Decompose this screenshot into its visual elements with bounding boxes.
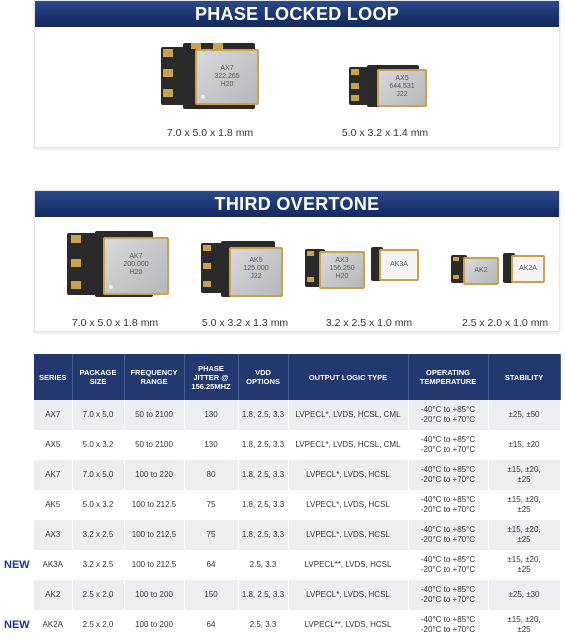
overtone-banner: THIRD OVERTONE: [35, 191, 559, 219]
table-cell: 100 to 212.5: [124, 490, 184, 520]
table-row: [34, 580, 560, 610]
table-row: [34, 460, 560, 490]
new-badge: NEW: [4, 619, 30, 631]
table-cell: AX5: [34, 430, 72, 460]
table-cell: 150: [184, 580, 238, 610]
table-row: [34, 430, 560, 460]
table-cell: 1.8, 2.5, 3.3: [238, 580, 288, 610]
table-cell: 130: [184, 430, 238, 460]
table-cell: AX7: [34, 400, 72, 430]
table-cell: ±15, ±20, ±25: [488, 490, 560, 520]
pll-chip-ax7-line2: 322.265: [214, 73, 240, 80]
table-cell: 80: [184, 460, 238, 490]
new-badge: NEW: [4, 559, 30, 571]
overtone-chip-ax3: [305, 247, 425, 293]
table-cell: 50 to 2100: [124, 430, 184, 460]
table-cell: AK5: [34, 490, 72, 520]
table-cell: 1.8, 2.5, 3.3: [238, 400, 288, 430]
table-cell: 2.5, 3.3: [238, 610, 288, 640]
table-cell: 1.8, 2.5, 3.3: [238, 460, 288, 490]
table-cell: -40°C to +85°C -20°C to +70°C: [408, 490, 488, 520]
table-cell: 100 to 200: [124, 580, 184, 610]
table-cell: LVPECL*, LVDS, HCSL, CML: [288, 430, 408, 460]
table-cell: ±15, ±20, ±25: [488, 520, 560, 550]
table-cell: 2.5 x 2.0: [72, 580, 124, 610]
table-cell: 1.8, 2.5, 3.3: [238, 490, 288, 520]
spec-table: [34, 354, 561, 640]
table-cell: 2.5 x 2.0: [72, 610, 124, 640]
table-cell: 5.0 x 3.2: [72, 490, 124, 520]
overtone-chip-ak5-size: 5.0 x 3.2 x 1.3 mm: [201, 317, 289, 329]
table-cell: AX3: [34, 520, 72, 550]
table-cell: -40°C to +85°C -20°C to +70°C: [408, 400, 488, 430]
table-cell: AK7: [34, 460, 72, 490]
table-row: [34, 550, 560, 580]
table-cell: 5.0 x 3.2: [72, 430, 124, 460]
table-cell: 100 to 200: [124, 610, 184, 640]
overtone-chip-ax3-line1: AX3: [335, 257, 349, 264]
table-cell: -40°C to +85°C -20°C to +70°C: [408, 610, 488, 640]
overtone-chip-ak2a-label: AK2A: [519, 265, 537, 272]
overtone-chip-ax3-line2: 156.250: [329, 265, 355, 272]
table-cell: 100 to 220: [124, 460, 184, 490]
table-cell: 1.8, 2.5, 3.3: [238, 430, 288, 460]
table-header-row: [34, 354, 560, 400]
table-cell: 75: [184, 520, 238, 550]
table-cell: -40°C to +85°C -20°C to +70°C: [408, 580, 488, 610]
overtone-chip-ak7: [67, 231, 177, 303]
pll-banner: PHASE LOCKED LOOP: [35, 1, 559, 29]
table-row: [34, 490, 560, 520]
table-cell: 64: [184, 550, 238, 580]
header-stability: STABILITY: [488, 354, 560, 400]
overtone-chip-ak7-line2: 200.000: [123, 261, 149, 268]
overtone-chip-ak7-line1: AK7: [129, 253, 143, 260]
table-cell: ±15, ±20, ±25: [488, 460, 560, 490]
table-cell: 75: [184, 490, 238, 520]
table-cell: LVPECL*, LVDS, HCSL, CML: [288, 400, 408, 430]
overtone-chip-ak5: [201, 241, 291, 301]
overtone-chip-ax3-line3: H20: [335, 273, 349, 280]
table-row: [34, 520, 560, 550]
table-cell: LVPECL*, LVDS, HCSL: [288, 460, 408, 490]
header-phase-jitter: PHASE JITTER @ 156.25MHZ: [184, 354, 238, 400]
overtone-chip-ax3-size: 3.2 x 2.5 x 1.0 mm: [325, 317, 413, 329]
header-series: SERIES: [34, 354, 72, 400]
table-cell: 130: [184, 400, 238, 430]
table-row: [34, 400, 560, 430]
pll-chip-ax7-line3: H20: [220, 81, 234, 88]
table-cell: AK2A: [34, 610, 72, 640]
overtone-chip-ak2-size: 2.5 x 2.0 x 1.0 mm: [461, 317, 549, 329]
table-cell: -40°C to +85°C -20°C to +70°C: [408, 520, 488, 550]
pll-chip-ax5: [349, 65, 439, 113]
table-cell: AK2: [34, 580, 72, 610]
overtone-chip-ak7-line3: H20: [129, 269, 143, 276]
table-cell: 64: [184, 610, 238, 640]
table-cell: -40°C to +85°C -20°C to +70°C: [408, 460, 488, 490]
table-cell: 7.0 x 5.0: [72, 460, 124, 490]
table-cell: 50 to 2100: [124, 400, 184, 430]
table-cell: 2.5, 3.3: [238, 550, 288, 580]
pll-chip-ax5-line1: AX5: [395, 75, 409, 82]
pll-chip-ax5-line2: 644.531: [389, 83, 415, 90]
table-cell: ±25, ±50: [488, 400, 560, 430]
table-cell: ±15, ±20, ±25: [488, 610, 560, 640]
table-cell: LVPECL*, LVDS, HCSL: [288, 580, 408, 610]
overtone-chip-ak2-line1: AK2: [474, 267, 488, 274]
table-cell: 3.2 x 2.5: [72, 550, 124, 580]
overtone-chip-ak7-size: 7.0 x 5.0 x 1.8 mm: [71, 317, 159, 329]
table-cell: AK3A: [34, 550, 72, 580]
overtone-section: [34, 190, 560, 332]
header-package-size: PACKAGE SIZE: [72, 354, 124, 400]
table-cell: 3.2 x 2.5: [72, 520, 124, 550]
header-vdd-options: VDD OPTIONS: [238, 354, 288, 400]
table-row: [34, 610, 560, 640]
table-cell: LVPECL**, LVDS, HCSL: [288, 610, 408, 640]
table-cell: 100 to 212.5: [124, 520, 184, 550]
overtone-chip-ak5-line3: J22: [250, 273, 262, 280]
overtone-chip-ak5-line2: 125.000: [243, 265, 269, 272]
pll-section: [34, 0, 560, 148]
header-operating-temperature: OPERATING TEMPERATURE: [408, 354, 488, 400]
table-cell: 1.8, 2.5, 3.3: [238, 520, 288, 550]
pll-chip-ax7: [161, 43, 271, 113]
table-cell: 100 to 212.5: [124, 550, 184, 580]
table-cell: ±25, ±30: [488, 580, 560, 610]
table-cell: -40°C to +85°C -20°C to +70°C: [408, 550, 488, 580]
table-cell: -40°C to +85°C -20°C to +70°C: [408, 430, 488, 460]
header-frequency-range: FREQUENCY RANGE: [124, 354, 184, 400]
pll-chip-ax5-size: 5.0 x 3.2 x 1.4 mm: [341, 127, 429, 139]
overtone-chip-ak2: [451, 253, 551, 289]
overtone-chip-ak5-line1: AK5: [249, 257, 263, 264]
table-cell: ±15, ±20, ±25: [488, 550, 560, 580]
pll-chip-ax7-size: 7.0 x 5.0 x 1.8 mm: [166, 127, 254, 139]
table-cell: LVPECL**, LVDS, HCSL: [288, 550, 408, 580]
table-cell: ±15, ±20: [488, 430, 560, 460]
pll-chip-ax7-line1: AX7: [220, 65, 234, 72]
overtone-chip-ak3a-label: AK3A: [390, 261, 408, 268]
pll-chip-ax5-line3: J22: [396, 91, 408, 98]
table-cell: 7.0 x 5.0: [72, 400, 124, 430]
header-output-logic-type: OUTPUT LOGIC TYPE: [288, 354, 408, 400]
table-cell: LVPECL*, LVDS, HCSL: [288, 520, 408, 550]
table-cell: LVPECL*, LVDS, HCSL: [288, 490, 408, 520]
